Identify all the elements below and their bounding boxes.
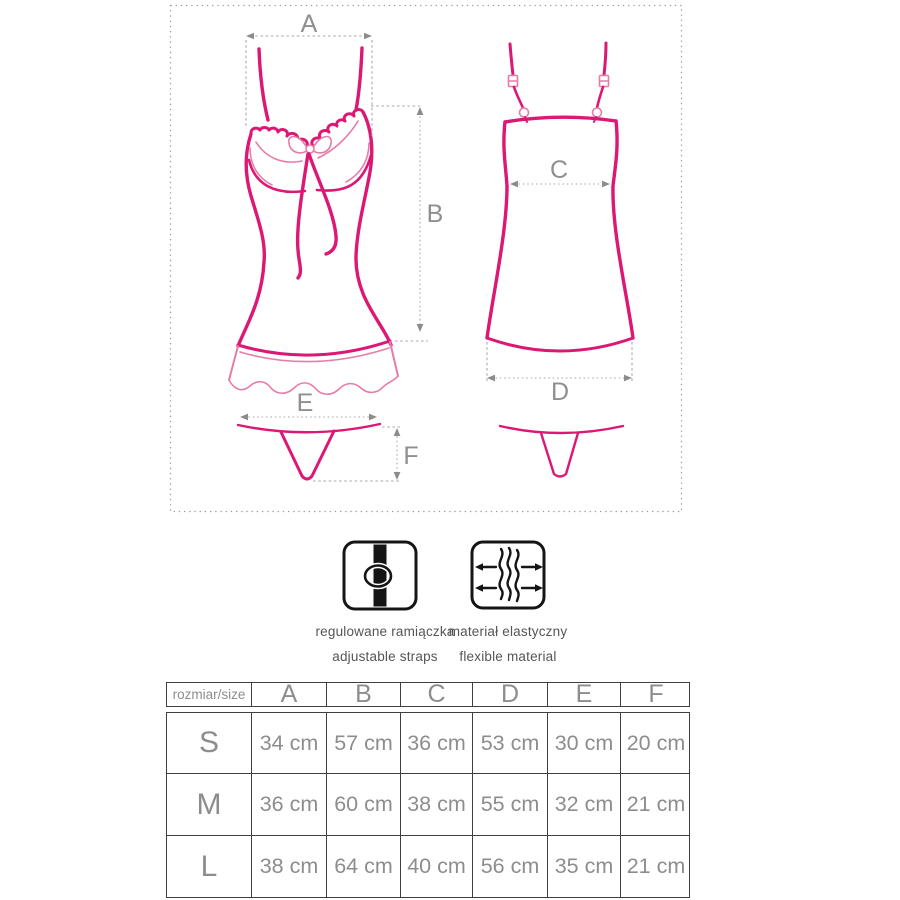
table-cell: 30 cm <box>547 713 620 773</box>
dimension-e <box>240 389 377 420</box>
table-cell: 55 cm <box>472 774 547 835</box>
table-cell: 21 cm <box>620 836 691 897</box>
table-cell: 38 cm <box>400 774 472 835</box>
dim-label-d: D <box>550 378 570 406</box>
size-table-body <box>166 712 690 898</box>
dimension-f <box>313 427 419 481</box>
dim-label-b: B <box>426 200 444 228</box>
chemise-front-drawing <box>229 48 398 394</box>
table-header-col-b: B <box>326 683 400 706</box>
table-cell: 40 cm <box>400 836 472 897</box>
table-cell: 60 cm <box>326 774 400 835</box>
dimension-a <box>246 10 372 138</box>
table-cell: 32 cm <box>547 774 620 835</box>
table-header-col-f: F <box>620 683 691 706</box>
table-cell: 64 cm <box>326 836 400 897</box>
feature-label-straps-pl: regulowane ramiączka <box>315 624 455 639</box>
feature-label-material-en: flexible material <box>459 649 557 664</box>
feature-label-material-pl: materiał elastyczny <box>448 624 568 639</box>
dim-label-a: A <box>300 10 318 38</box>
table-cell: 34 cm <box>251 713 326 773</box>
thong-back-drawing <box>500 426 623 477</box>
table-cell: 20 cm <box>620 713 691 773</box>
row-size-label: M <box>196 787 222 821</box>
flexible-material-icon <box>470 540 546 610</box>
row-size-label: S <box>198 726 219 759</box>
table-cell: 21 cm <box>620 774 691 835</box>
table-cell: 36 cm <box>251 774 326 835</box>
table-cell: 36 cm <box>400 713 472 773</box>
adjustable-straps-icon <box>342 540 418 611</box>
size-table <box>166 682 690 898</box>
table-cell: 35 cm <box>547 836 620 897</box>
thong-front-drawing <box>238 424 380 479</box>
feature-label-straps-en: adjustable straps <box>332 649 438 664</box>
row-size-label: L <box>200 849 218 883</box>
table-header-col-a: A <box>251 683 326 706</box>
table-cell: 56 cm <box>472 836 547 897</box>
chemise-back-drawing <box>487 43 633 351</box>
dim-label-c: C <box>549 156 569 184</box>
table-row-m <box>167 773 689 835</box>
table-row-s <box>167 713 689 773</box>
table-cell: 38 cm <box>251 836 326 897</box>
table-cell: 57 cm <box>326 713 400 773</box>
table-header-size: rozmiar/size <box>172 687 246 702</box>
dimension-b <box>371 106 443 341</box>
table-header-col-d: D <box>472 683 547 706</box>
strap-ring-icon <box>520 108 529 117</box>
table-cell: 53 cm <box>472 713 547 773</box>
dim-label-f: F <box>403 442 419 470</box>
size-table-header <box>166 682 690 707</box>
dim-label-e: E <box>296 389 314 417</box>
table-header-col-c: C <box>400 683 472 706</box>
dimension-c <box>510 156 610 187</box>
strap-ring-icon <box>593 108 602 117</box>
table-row-l <box>167 835 689 897</box>
table-header-col-e: E <box>547 683 620 706</box>
